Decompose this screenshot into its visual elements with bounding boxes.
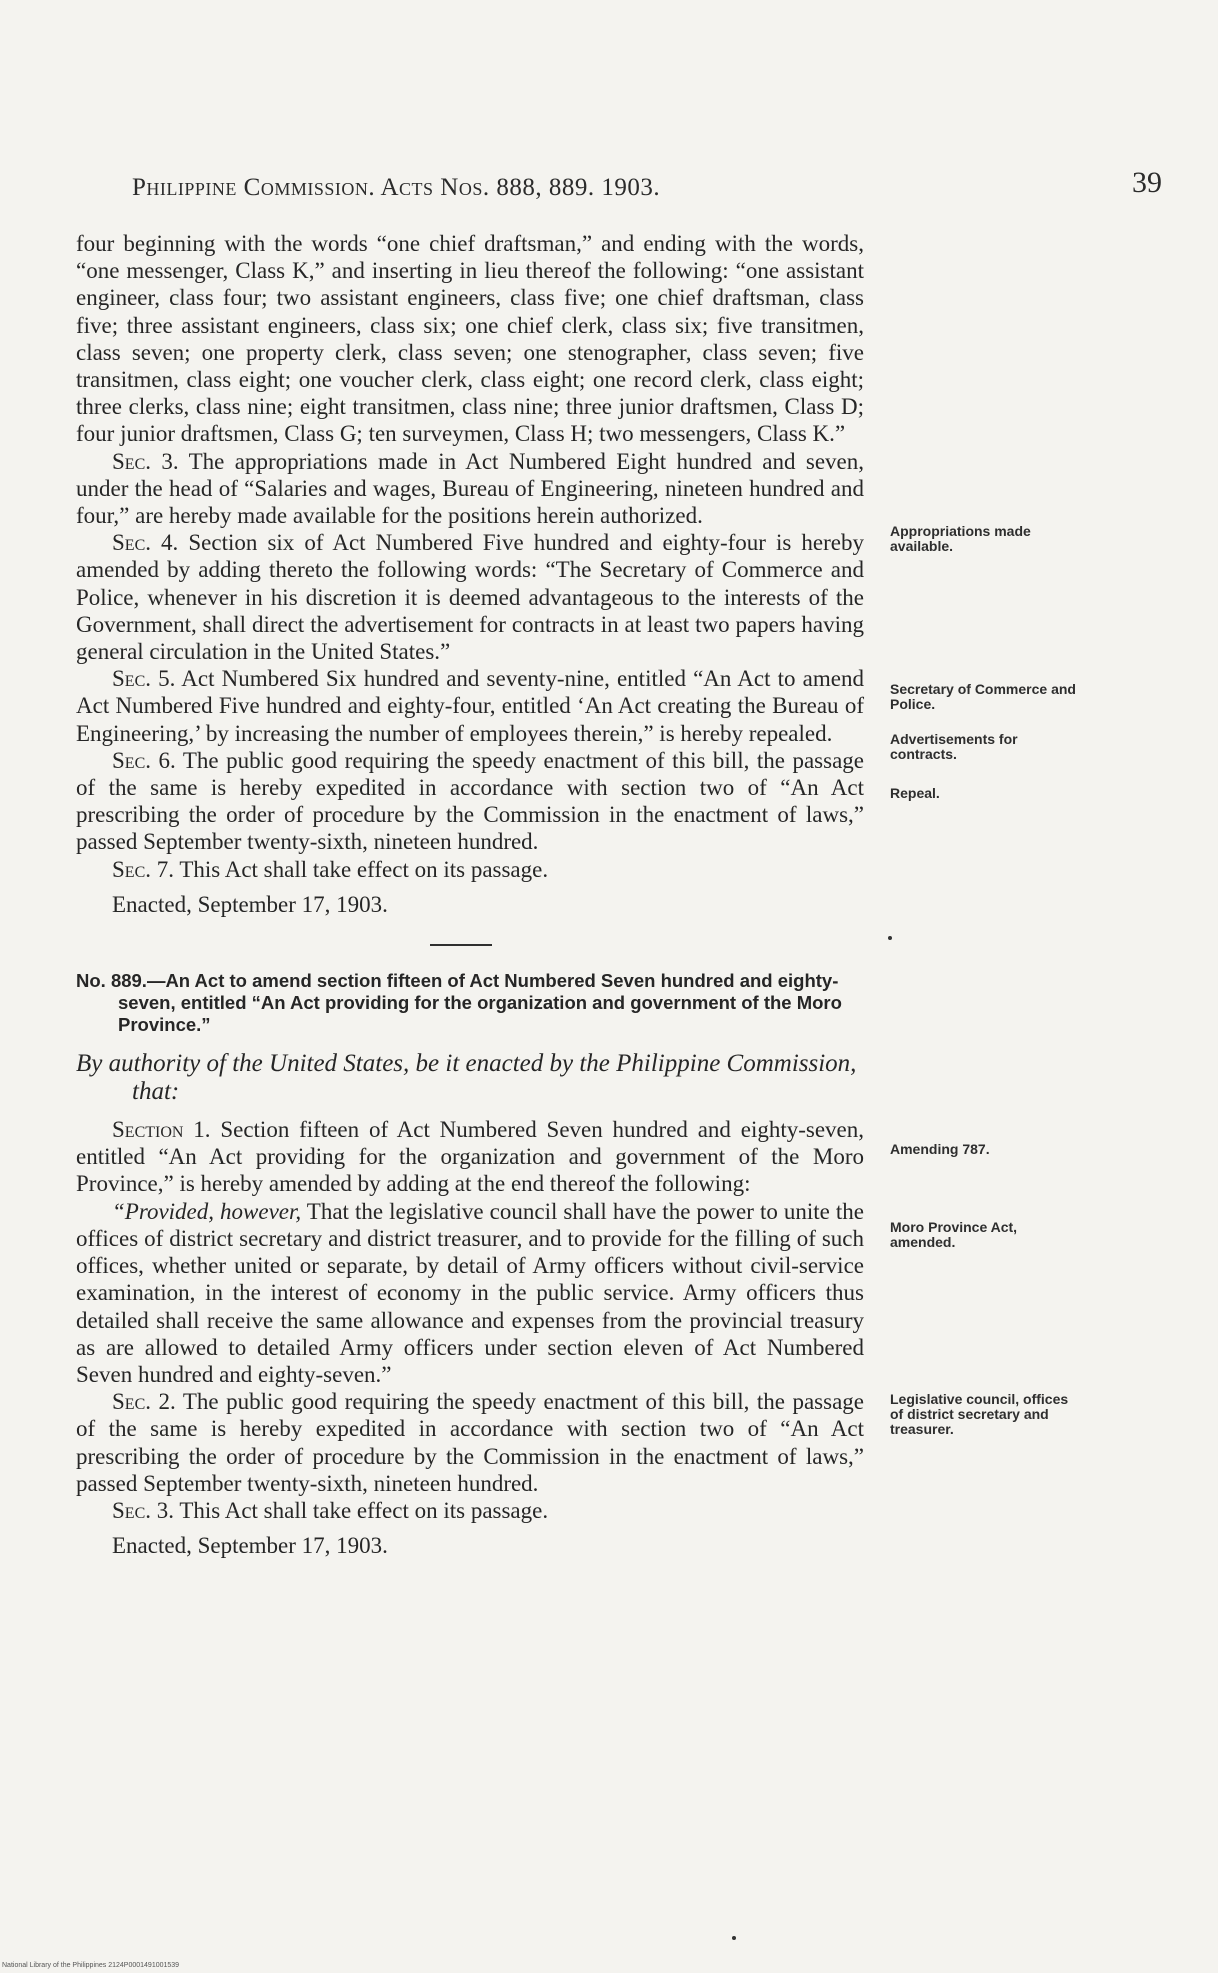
act888-section-4 — [76, 529, 864, 665]
act889-heading: No. 889.—An Act to amend section fifteen of Act Numbered Seven hundred and eighty-seven, entitled “An Act providing for the organization and government of the Moro Province.” — [76, 970, 842, 1036]
section-text: Section fifteen of Act Numbered Seven hundred and eighty-seven, entitled “An Act providing for the organization and government of the Moro Province,” is hereby amended by adding at the end thereof the following: — [76, 1117, 865, 1197]
proviso-italic: “Provided, however, — [112, 1198, 302, 1224]
section-label: Sec. 4. — [112, 530, 179, 556]
margin-note-legislative: Legislative council, offices of district secretary and treasurer. — [890, 1391, 1069, 1437]
act889-section-2 — [76, 1388, 864, 1497]
page-body — [76, 230, 864, 1559]
proviso-text: That the legislative council shall have the power to unite the offices of district secretary and district treasurer, and to provide for the filling of such offices, whether united or separate, by detail of Army officers without civil-service examination, in the interest of economy in the public service. Army officers thus detailed shall receive the same allowance and expenses from the provincial treasury as are allowed to detailed Army officers under section eleven of Act Numbered Seven hundred and eighty-seven.” — [76, 1198, 864, 1387]
act888-section-3 — [76, 448, 864, 530]
section-label: Sec. 7. — [112, 856, 174, 882]
section-text: The appropriations made in Act Numbered Eight hundred and seven, under the head of “Salaries and wages, Bureau of Engineering, nineteen hundred and four,” are hereby made available for the positions herein authorized. — [76, 448, 864, 529]
ink-speck — [732, 1936, 736, 1940]
section-text: This Act shall take effect on its passage. — [179, 1497, 549, 1523]
section-label: Sec. 3. — [112, 1497, 174, 1523]
margin-note-repeal: Repeal. — [890, 785, 940, 801]
continued-paragraph: four beginning with the words “one chief draftsman,” and ending with the words, “one messenger, Class K,” and inserting in lieu thereof the following: “one assistant engineer, class four; two assistant engineers, class five; one chief draftsman, class five; three assistant engineers, class six; one chief clerk, class six; five transitmen, class seven; one property clerk, class seven; one stenographer, class seven; five transitmen, class eight; one voucher clerk, class eight; one record clerk, class eight; three clerks, class nine; eight transitmen, class nine; three junior draftsmen, Class D; four junior draftsmen, Class G; ten surveymen, Class H; two messengers, Class K.” — [76, 231, 864, 447]
enacting-clause: By authority of the United States, be it enacted by the Philippine Commission, that: — [76, 1050, 857, 1106]
margin-note-advertisements: Advertisements for contracts. — [890, 731, 1018, 762]
ink-speck — [888, 936, 892, 940]
page-number: 39 — [1132, 166, 1162, 199]
margin-note-appropriations: Appropriations made available. — [890, 523, 1031, 554]
section-text: Act Numbered Six hundred and seventy-nine, entitled “An Act to amend Act Numbered Five hundred and eighty-four, entitled ‘An Act creating the Bureau of Engineering,’ by increasing the number of employees therein,” is hereby repealed. — [76, 666, 864, 746]
section-text: This Act shall take effect on its passage. — [179, 856, 549, 882]
act888-enacted-date: Enacted, September 17, 1903. — [112, 891, 388, 917]
section-divider — [430, 944, 492, 946]
act888-section-5 — [76, 665, 864, 747]
act889-enacted-date: Enacted, September 17, 1903. — [112, 1533, 388, 1559]
act889-proviso — [76, 1198, 864, 1388]
section-label: Sec. 3. — [112, 448, 179, 474]
section-label: Sec. 5. — [112, 666, 176, 692]
section-label: Sec. 2. — [112, 1389, 176, 1415]
section-text: The public good requiring the speedy enactment of this bill, the passage of the same is hereby expedited in accordance with section two of “An Act prescribing the order of procedure by the Commission in the enactment of laws,” passed September twenty-sixth, nineteen hundred. — [76, 747, 864, 855]
section-label: Section 1. — [112, 1117, 211, 1143]
margin-note-moro: Moro Province Act, amended. — [890, 1219, 1018, 1250]
margin-note-secretary: Secretary of Commerce and Police. — [890, 681, 1076, 712]
scan-credit: National Library of the Philippines 2124P0001491001539 — [2, 1962, 180, 1969]
act889-section-1 — [76, 1116, 864, 1198]
section-text: The public good requiring the speedy enactment of this bill, the passage of the same is hereby expedited in accordance with section two of “An Act prescribing the order of procedure by the Commission in the enactment of laws,” passed September twenty-sixth, nineteen hundred. — [76, 1389, 864, 1496]
section-text: Section six of Act Numbered Five hundred and eighty-four is hereby amended by adding thereto the following words: “The Secretary of Commerce and Police, whenever in his discretion it is deemed advantageous to the interests of the Government, shall direct the advertisement for contracts in at least two papers having general circulation in the United States.” — [76, 530, 864, 665]
running-header: Philippine Commission. Acts Nos. 888, 889. 1903. — [132, 174, 661, 201]
act888-section-6 — [76, 747, 864, 856]
margin-note-amending: Amending 787. — [890, 1141, 990, 1157]
act888-section-7 — [76, 856, 864, 883]
section-label: Sec. 6. — [112, 747, 176, 773]
act889-section-3 — [76, 1497, 864, 1524]
